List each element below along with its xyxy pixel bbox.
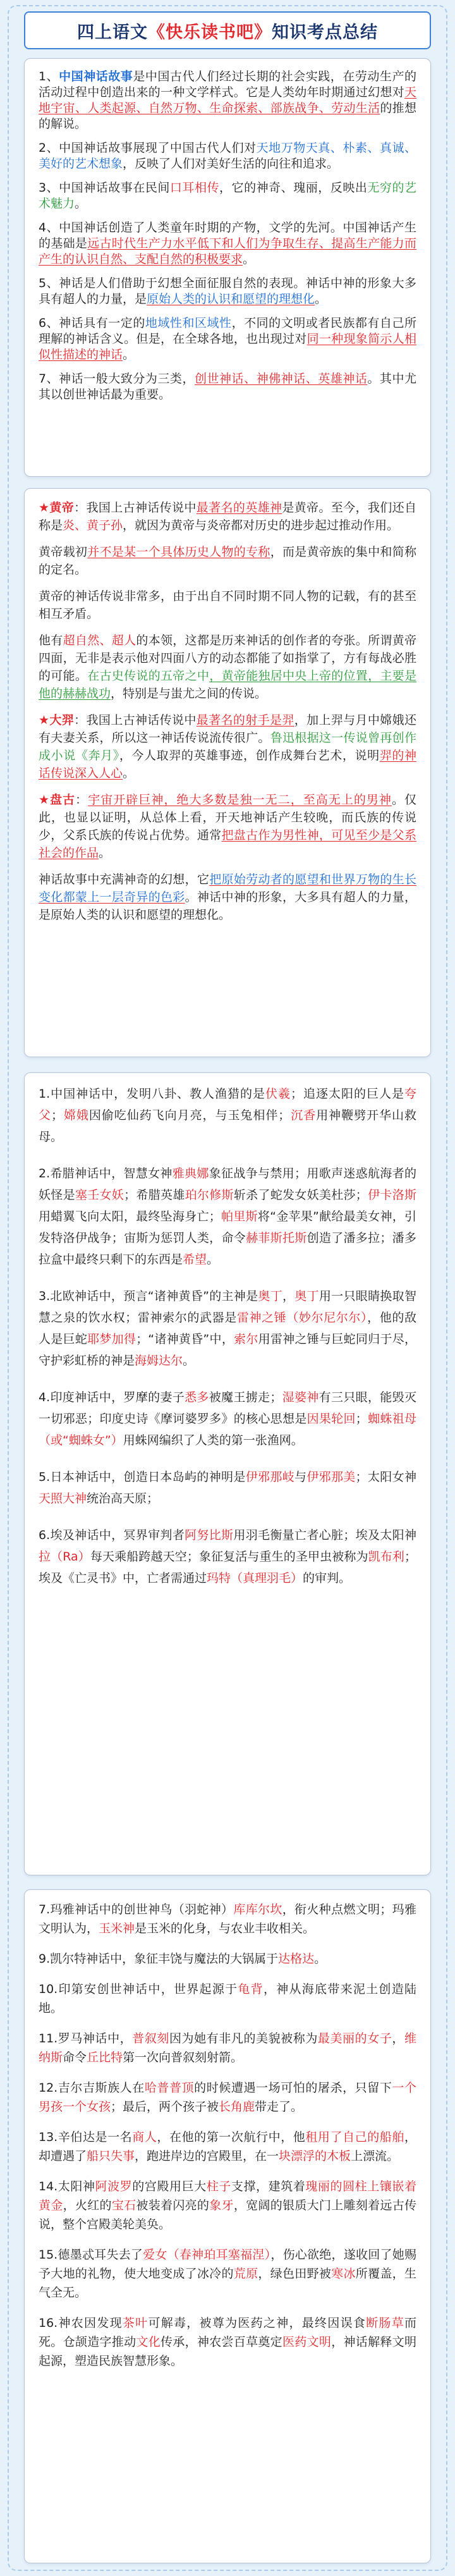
text-segment: 。其中尤其以创世神话最为重要。 <box>39 372 416 402</box>
text-segment: ； <box>51 1108 63 1122</box>
highlight-term: 伊邪那岐 <box>245 1470 294 1484</box>
text-segment: 4、中国神话创造了人类童年时期的产物，文学的先河。中国神话产生的基础是 <box>39 221 416 250</box>
card-world-myths-part-2 <box>24 1889 431 2563</box>
card-4-item-7 <box>39 2177 416 2234</box>
text-segment: 5.日本神话中，创造日本岛屿的神明是 <box>39 1470 246 1484</box>
card-4-item-5 <box>39 2078 416 2116</box>
text-segment: ；追逐太阳的巨人是 <box>291 1087 404 1101</box>
highlight-term: 普叙刻 <box>132 2032 169 2045</box>
text-segment: ；希腊英雄 <box>124 1188 185 1202</box>
highlight-term: 夸父 <box>39 1087 416 1122</box>
card-4-item-9 <box>39 2314 416 2371</box>
text-segment: 创造了潘多拉；潘多拉盒中最终只剩下的东西是 <box>39 1231 416 1267</box>
highlight-term: 无穷的艺术魅力 <box>39 181 416 211</box>
card-4-item-2 <box>39 1949 416 1968</box>
text-segment: ，它的神奇、瑰丽，反映出 <box>219 181 368 195</box>
text-segment: 7.玛雅神话中的创世神鸟（羽蛇神） <box>39 1903 234 1917</box>
highlight-term: 把盘古作为男性神，可见至少是父系社会的作品 <box>39 828 416 860</box>
highlight-term: 伊邪那美 <box>306 1470 356 1484</box>
card-2-item-1 <box>39 499 416 534</box>
title-book-name: 《快乐读书吧》 <box>148 22 272 42</box>
text-segment: 被魔王掳走； <box>209 1390 282 1404</box>
text-segment: ，神从海底带来泥土创造陆地。 <box>39 1982 416 2015</box>
card-world-myths-part-1 <box>24 1072 431 1875</box>
card-4-item-3 <box>39 1980 416 2018</box>
highlight-term: 湿婆神 <box>282 1390 319 1404</box>
text-segment: ，伤心欲绝，遂收回了她赐予大地的礼物，使大地变成了冰冷的 <box>39 2248 416 2281</box>
text-segment: 与 <box>294 1470 307 1484</box>
text-segment: 11.罗马神话中， <box>39 2032 133 2045</box>
highlight-term: 塞壬女妖 <box>75 1188 124 1202</box>
text-segment: 14.太阳神 <box>39 2180 95 2193</box>
highlight-term: 在古史传说的五帝之中 <box>87 669 210 683</box>
text-segment: ，绿色田野被 <box>258 2267 332 2281</box>
text-segment: 。 <box>315 292 327 306</box>
text-segment: 是黄帝。至今，我们还自称是 <box>39 501 416 532</box>
text-segment: 是中国古代人们经过长期的社会实践，在劳动生产的活动过程中创造出来的一种文学样式。它是人类幼年时期通过幻想对 <box>39 70 416 99</box>
text-segment: ，神话解释文明起源，塑造民族智慧形象。 <box>39 2335 416 2368</box>
text-segment: 6、神话具有一定的 <box>39 316 145 330</box>
highlight-term: 奥丁 <box>258 1289 282 1303</box>
highlight-term: ★黄帝 <box>39 501 75 515</box>
highlight-term: 雅典娜 <box>172 1167 209 1181</box>
text-segment: ，就因为黄帝与炎帝都对历史的进步起过推动作用。 <box>123 518 399 532</box>
card-1-item-3 <box>39 180 416 212</box>
highlight-term: 伏羲 <box>265 1087 291 1101</box>
text-segment: 。 <box>207 1253 219 1267</box>
text-segment: ，跑进岸边的宫殿里，在一 <box>135 2149 279 2163</box>
highlight-term: 达格达 <box>278 1952 315 1966</box>
highlight-term: 蜘蛛祖母（或“蜘蛛女”） <box>39 1412 416 1447</box>
highlight-term: 哈普普顶 <box>144 2081 195 2095</box>
highlight-term: 口耳相传 <box>169 181 220 195</box>
text-segment: ，特别是与蚩尤之间的传说。 <box>111 687 267 701</box>
text-segment: ，不同的文明或者民族都有自己所理解的神话含义。但是，在全球各地，也出现过对 <box>39 316 416 346</box>
text-segment: 而死。仓颉造字推动 <box>39 2316 416 2349</box>
text-segment: 。 <box>314 1952 327 1966</box>
text-segment: 传承，神农尝百草奠定 <box>161 2335 282 2349</box>
highlight-term: 奥丁 <box>294 1289 319 1303</box>
text-segment: 的本领，这都是历来神话的创作者的夸张。所谓黄帝四面，无非是表示他对四面八方的动态都能了如指掌了，方有每战必胜的可能。 <box>39 634 416 683</box>
card-3-item-5 <box>39 1466 416 1509</box>
text-segment: 3、中国神话故事在民间 <box>39 181 170 195</box>
card-2-item-3 <box>39 587 416 623</box>
highlight-term: 耶梦加得 <box>87 1332 136 1346</box>
highlight-term: 租用了自己的船舶 <box>305 2130 404 2144</box>
text-segment: 将“金苹果”献给最美女神，引发特洛伊战争；宙斯为惩罚人类，命令 <box>39 1210 416 1245</box>
text-segment: 。 <box>99 846 111 860</box>
highlight-term: 伊卡洛斯 <box>367 1188 416 1202</box>
text-segment: 13.辛伯达是一名 <box>39 2130 133 2144</box>
highlight-term: 超自然、超人 <box>63 634 136 647</box>
highlight-term: 文化 <box>136 2335 161 2349</box>
text-segment: 4.印度神话中，罗摩的妻子 <box>39 1390 185 1404</box>
highlight-term: 瑰丽的圆柱上镶嵌着黄金 <box>39 2180 416 2212</box>
highlight-term: 拉（Ra） <box>39 1550 90 1564</box>
highlight-term: 嫦娥 <box>63 1108 89 1122</box>
text-segment: 用雷神之锤与巨蛇同归于尽，守护彩虹桥的神是 <box>39 1332 416 1368</box>
text-segment: 1.中国神话中，发明八卦、教人渔猎的是 <box>39 1087 266 1101</box>
text-segment: 7、神话一般大致分为三类， <box>39 372 195 386</box>
page-title <box>24 11 431 49</box>
text-segment: 统治高天原； <box>87 1492 159 1506</box>
text-segment: ： <box>75 793 88 807</box>
text-segment: 象征战争与禁用；用歌声迷惑航海者的妖怪是 <box>39 1167 416 1202</box>
highlight-term: 炎、黄子孙 <box>63 518 123 532</box>
card-3-item-4 <box>39 1387 416 1451</box>
highlight-term: 船只失事 <box>87 2149 135 2163</box>
card-4-item-6 <box>39 2128 416 2166</box>
text-segment: ；太阳女神 <box>355 1470 416 1484</box>
highlight-term: 阿波罗 <box>95 2180 133 2193</box>
text-segment: 上漂流。 <box>351 2149 399 2163</box>
highlight-term: 珀尔修斯 <box>185 1188 234 1202</box>
text-segment: 用蛛网编织了人类的第一张渔网。 <box>123 1433 303 1447</box>
text-segment: ，加上羿与月中嫦娥还有夫妻关系，所以这一神话传说流传很广。 <box>39 713 416 745</box>
card-2-item-2 <box>39 543 416 579</box>
highlight-term: 象牙 <box>209 2199 234 2212</box>
highlight-term: 原始人类的认识和愿望的理想化 <box>147 292 315 306</box>
highlight-term: 玛特（真理羽毛） <box>207 1571 303 1585</box>
highlight-term: 天地宇宙、人类起源、自然万物、生命探索、部族战争、劳动生活 <box>39 85 416 115</box>
highlight-term: ，黄帝能独居中央上帝的位置，主要是他的赫赫战功 <box>39 669 416 701</box>
highlight-term: 最著名的英雄神 <box>196 501 282 515</box>
text-segment: 。 <box>123 766 135 780</box>
text-segment: ，反映了人们对美好生活的向往和追求。 <box>123 157 339 171</box>
highlight-term: 丘比特 <box>87 2051 123 2064</box>
highlight-term: 一个男孩一个女孩 <box>39 2081 416 2114</box>
text-segment: ：我国上古神话传说中 <box>74 501 197 515</box>
highlight-term: 医药文明 <box>282 2335 332 2349</box>
text-segment: 5、神话是人们借助于幻想全面征服自然的表现。神话中神的形象大多具有超人的力量，是 <box>39 276 416 306</box>
highlight-term: 凯布利 <box>368 1550 404 1564</box>
highlight-term: 中国神话故事 <box>59 70 133 83</box>
text-segment: 9.凯尔特神话中，象征丰饶与魔法的大锅属于 <box>39 1952 279 1966</box>
text-segment: 带走了。 <box>255 2100 303 2114</box>
text-segment: 3.北欧神话中，预言“诸神黄昏”的主神是 <box>39 1289 258 1303</box>
text-segment: 的宫殿用巨大 <box>132 2180 207 2193</box>
highlight-term: 把原始劳动者的愿望和世界万物的生长变化都蒙上一层奇异的色彩 <box>39 873 416 904</box>
highlight-term: 羿的神话传说深入人心 <box>39 749 416 780</box>
highlight-term: 长角鹿 <box>219 2100 255 2114</box>
text-segment: 命令 <box>63 2051 87 2064</box>
highlight-term: 柱子 <box>206 2180 231 2193</box>
highlight-term: 鲁迅根据这一传说曾再创作成小说《奔月》 <box>39 731 416 763</box>
text-segment: 神话故事中充满神奇的幻想，它 <box>39 873 210 886</box>
text-segment: 每天乘船跨越天空；象征复活与重生的圣甲虫被称为 <box>90 1550 368 1564</box>
card-1-item-4 <box>39 220 416 267</box>
text-segment: ：我国上古神话传说中 <box>74 713 197 727</box>
highlight-term: 寒冰 <box>331 2267 356 2281</box>
text-segment: 黄帝载初 <box>39 545 88 559</box>
highlight-term: 远古时代生产力水平低下和人们为争取生存、提高生产能力而产生的认识自然、支配自然的积极要求 <box>39 236 416 266</box>
text-segment: ， <box>392 2032 404 2045</box>
text-segment: 可解毒，被尊为医药之神，最终因误食 <box>148 2316 367 2330</box>
text-segment: ，在他的第一次航行中，他 <box>157 2130 306 2144</box>
text-segment: 黄帝的神话传说非常多，由于出自不同时期不同人物的记载，有的甚至相互矛盾。 <box>39 589 416 621</box>
highlight-term: 地域性和区域性 <box>145 316 232 330</box>
highlight-term: 并不是某一个具体历史人物的专称 <box>87 545 270 559</box>
text-segment: 他有 <box>39 634 63 647</box>
highlight-term: 天地万物天真、朴素、真诚、美好的艺术想象 <box>39 141 416 171</box>
text-segment: 。 <box>75 197 87 211</box>
text-segment: 第一次向普叙刻射箭。 <box>123 2051 243 2064</box>
card-4-item-8 <box>39 2245 416 2302</box>
card-1-item-7 <box>39 371 416 403</box>
highlight-term: 块漂浮的木板 <box>279 2149 351 2163</box>
text-segment: ，宽阔的银质大门上雕刻着远古传说，整个宫殿美轮美奂。 <box>39 2199 416 2231</box>
text-segment: 被装着闪亮的 <box>136 2199 210 2212</box>
card-myth-figures <box>24 488 431 1057</box>
text-segment: ；“诸神黄昏”中， <box>136 1332 234 1346</box>
text-segment: ， <box>282 1289 295 1303</box>
highlight-term: 库库尔坎 <box>233 1903 282 1917</box>
text-segment: 所覆盖，生气全无。 <box>39 2267 416 2300</box>
card-1-item-1 <box>39 69 416 132</box>
text-segment: 16.神农因发现 <box>39 2316 123 2330</box>
highlight-term: ★大羿 <box>39 713 75 727</box>
highlight-term: 最著名的射手是羿 <box>196 713 294 727</box>
highlight-term: 悉多 <box>185 1390 209 1404</box>
highlight-term: 因果轮回 <box>306 1412 356 1426</box>
text-segment: 因为她有非凡的美貌被称为 <box>169 2032 318 2045</box>
card-1-item-6 <box>39 316 416 363</box>
highlight-term: 雷神之锤（妙尔尼尔尔） <box>236 1311 368 1325</box>
card-4-item-4 <box>39 2029 416 2067</box>
highlight-term: 同一种现象简示人相似性描述的神话 <box>39 332 416 362</box>
text-segment: 的审判。 <box>303 1571 351 1585</box>
text-segment: 2.希腊神话中，智慧女神 <box>39 1167 173 1181</box>
highlight-term: 帕里斯 <box>221 1210 258 1224</box>
text-segment: 6.埃及神话中，冥界审判者 <box>39 1528 185 1542</box>
text-segment: ，衔火种点燃文明；玛雅文明认为， <box>39 1903 416 1935</box>
text-segment: ； <box>355 1412 368 1426</box>
highlight-term: 茶叶 <box>122 2316 149 2330</box>
highlight-term: 玉米神 <box>99 1922 135 1935</box>
highlight-term: 阿努比斯 <box>185 1528 234 1542</box>
text-segment: 15.德墨忒耳失去了 <box>39 2248 143 2262</box>
text-segment: 的推想的解说。 <box>39 101 416 131</box>
text-segment: ；最后，两个孩子被 <box>111 2100 219 2114</box>
highlight-term: 沉香 <box>290 1108 317 1122</box>
text-segment: 。 <box>123 348 135 362</box>
highlight-term: 赫菲斯托斯 <box>246 1231 307 1245</box>
highlight-term: 断肠草 <box>366 2316 404 2330</box>
highlight-term: 龟背 <box>238 1982 264 1996</box>
highlight-term: 爱女（春神珀耳塞福涅） <box>143 2248 271 2262</box>
text-segment: 因偷吃仙药飞向月亮，与玉兔相伴； <box>88 1108 291 1122</box>
card-3-item-6 <box>39 1524 416 1589</box>
card-2-item-6 <box>39 791 416 862</box>
highlight-term: 天照大神 <box>39 1492 87 1506</box>
card-basic-knowledge <box>24 58 431 477</box>
highlight-term: 荒原 <box>233 2267 258 2281</box>
highlight-term: 宝石 <box>111 2199 136 2212</box>
text-segment: ，他的敌人是巨蛇 <box>39 1311 416 1346</box>
highlight-term: 海姆达尔 <box>135 1354 183 1368</box>
card-3-item-3 <box>39 1285 416 1371</box>
text-segment: 用神鞭劈开华山救母。 <box>39 1108 416 1144</box>
text-segment: ，今人取羿的英雄事迹，创作成舞台艺术，说明 <box>119 749 380 763</box>
text-segment: ，却遭遇了 <box>39 2130 416 2163</box>
text-segment: 斩杀了蛇发女妖美杜莎； <box>233 1188 368 1202</box>
text-segment: ，火红的 <box>63 2199 112 2212</box>
highlight-term: 宇宙开辟巨神，绝大多数是独一无二，至高无上的男神 <box>88 793 392 807</box>
text-segment: 2、中国神话故事展现了中国古代人们对 <box>39 141 257 155</box>
card-4-item-1 <box>39 1900 416 1938</box>
highlight-term: 商人 <box>132 2130 157 2144</box>
title-suffix: 知识考点总结 <box>272 22 378 42</box>
highlight-term: ★盘古 <box>39 793 76 807</box>
text-segment: 。 <box>183 1354 195 1368</box>
highlight-term: 维纳斯 <box>39 2032 416 2064</box>
highlight-term: 希望 <box>183 1253 207 1267</box>
highlight-term: 最美丽的女子 <box>317 2032 392 2045</box>
card-3-item-1 <box>39 1083 416 1148</box>
text-segment: ；埃及《亡灵书》中，亡者需通过 <box>39 1550 416 1585</box>
card-2-item-7 <box>39 871 416 924</box>
card-2-item-4 <box>39 632 416 702</box>
text-segment: ，而是黄帝族的集中和简称的定名。 <box>39 545 416 577</box>
text-segment: 。仅此，也显以证明，从总体上看，开天地神话产生较晚，而氏族的传说少，父系氏族的传说占优势。通常 <box>39 793 416 842</box>
highlight-term: 索尔 <box>234 1332 258 1346</box>
text-segment: 。神话中神的形象，大多具有超人的力量，是原始人类的认识和愿望的理想化。 <box>39 890 416 922</box>
text-segment: 有三只眼，能毁灭一切邪恶；印度史诗《摩诃婆罗多》的核心思想是 <box>39 1390 416 1426</box>
text-segment: 。 <box>243 252 255 266</box>
card-1-item-5 <box>39 276 416 307</box>
text-segment: 12.吉尔吉斯族人在 <box>39 2081 145 2095</box>
text-segment: 10.印第安创世神话中，世界起源于 <box>39 1982 238 1996</box>
highlight-term: 创世神话、神佛神话、英雄神话 <box>194 372 368 386</box>
text-segment: 用羽毛衡量亡者心脏；埃及太阳神 <box>233 1528 416 1542</box>
text-segment: 是玉米的化身，与农业丰收相关。 <box>135 1922 315 1935</box>
title-prefix: 四上语文 <box>77 22 148 42</box>
card-1-item-2 <box>39 140 416 172</box>
card-2-item-5 <box>39 711 416 782</box>
text-segment: 的时候遭遇一场可怕的屠杀，只留下 <box>194 2081 392 2095</box>
text-segment: 用蜡翼飞向太阳，最终坠海身亡； <box>39 1210 221 1224</box>
text-segment: 支撑，建筑着 <box>231 2180 306 2193</box>
card-3-item-2 <box>39 1163 416 1270</box>
text-segment: 1、 <box>39 70 59 83</box>
text-segment: 用一只眼睛换取智慧之泉的饮水权；雷神索尔的武器是 <box>39 1289 416 1325</box>
